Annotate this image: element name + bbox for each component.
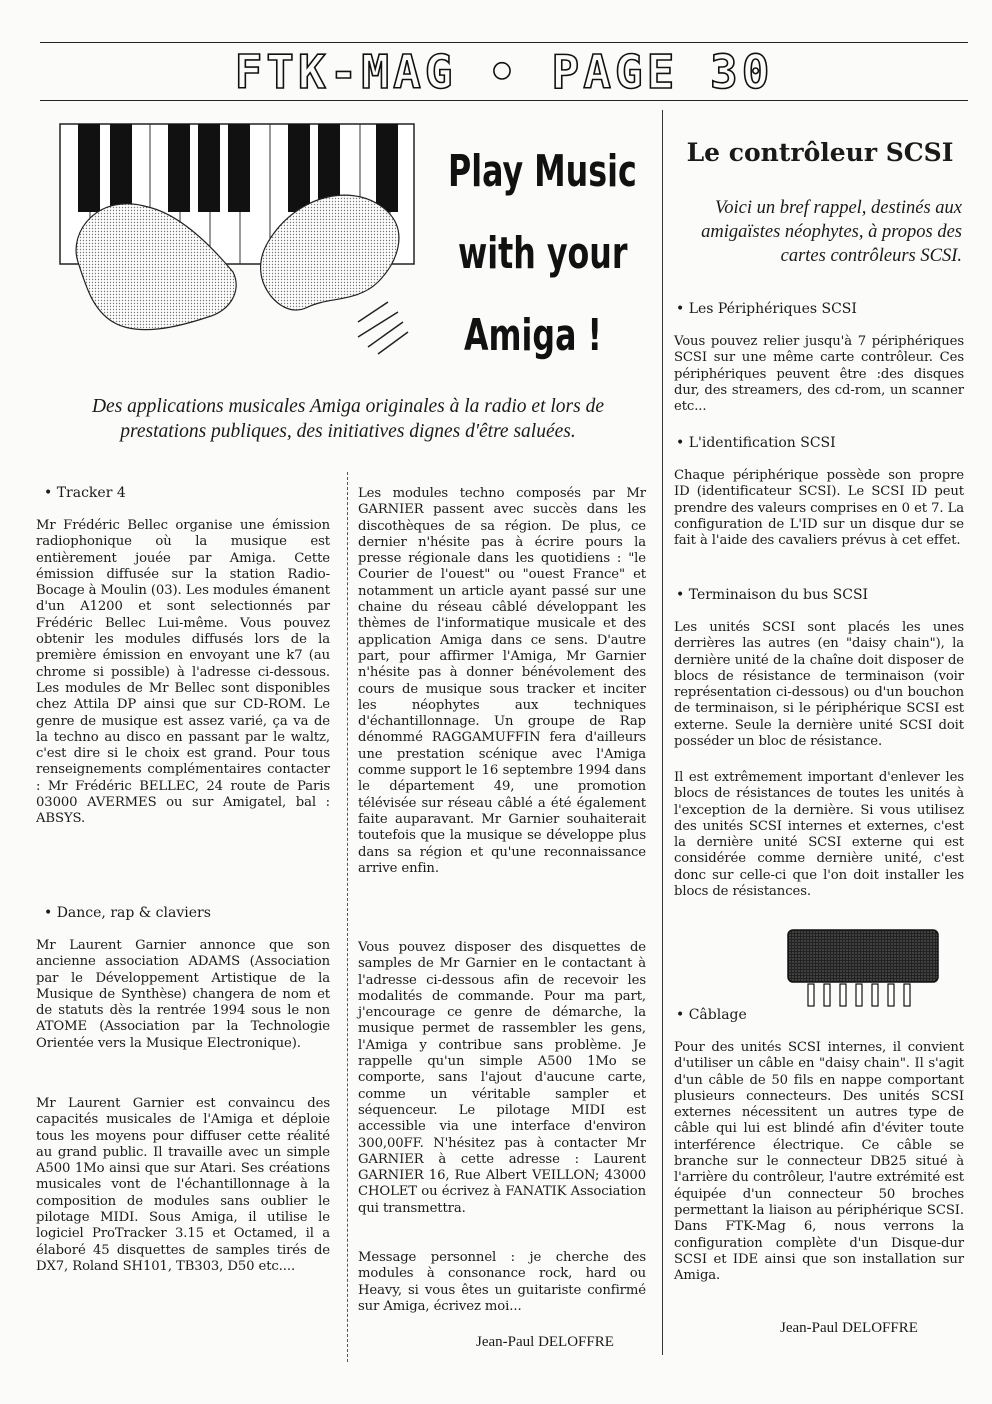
- section-heading-dance: • Dance, rap & claviers: [44, 905, 211, 921]
- hero-line-1: Play Music: [448, 146, 637, 197]
- scsi-title: Le contrôleur SCSI: [686, 138, 954, 167]
- resistor-block-illustration: [786, 928, 942, 1012]
- paragraph-col2-1: Les modules techno composés par Mr GARNIER passent avec succès dans les discothèques de sa région. De plus, ce dernier n'hésite pas à écrire pours la presse régionale dans les quotidiens : "le Courier de l'ouest" ou "ouest France" et notamment un article ayant passé sur une chaine du réseau câblé développant les thèmes de l'informatique musicale et des application Amiga dans ce sens. D'autre part, pour affirmer l'Amiga, Mr Garnier n'hésite pas à donner bénévolement des cours de musique sous tracker et inciter les néophytes aux techniques d'échantillonnage. Un groupe de Rap dénommé RAGGAMUFFIN fera d'ailleurs une prestation scénique avec l'Amiga comme support le 16 septembre 1994 dans le département 49, une promotion télévisée sur réseau câblé a été également faite auparavant. Mr Garnier souhaiterait toutefois que la musique se développe plus dans sa région et qu'une reconnaissance arrive enfin.: [358, 486, 646, 876]
- masthead-top-rule: [40, 42, 968, 43]
- section-heading-identification: • L'identification SCSI: [676, 435, 836, 451]
- signature-col2: Jean-Paul DELOFFRE: [476, 1334, 614, 1350]
- paragraph-col2-3: Message personnel : je cherche des modules à consonance rock, hard ou Heavy, si vous êtes un guitariste confirmé sur Amiga, écrivez moi...: [358, 1250, 646, 1314]
- section-heading-cablage: • Câblage: [676, 1007, 747, 1023]
- hero-line-2: with your: [458, 228, 628, 279]
- column-rule-1: [347, 472, 348, 1362]
- column-rule-2: [662, 110, 663, 1355]
- section-heading-peripheriques: • Les Périphériques SCSI: [676, 301, 857, 317]
- paragraph-cablage: Pour des unités SCSI internes, il convient d'utiliser un câble en "daisy chain". Il s'agit d'un câble de 50 fils en nappe comportant plusieurs connecteurs. Des unités SCSI externes nécessitent un autres type de câble qui lui est blindé afin d'éviter toute interférence électrique. Ce câble se branche sur le connecteur DB25 situé à l'arrière du contrôleur, l'autre extrémité est équipée d'un connecteur 50 broches permettant la liaison au périphérique SCSI. Dans FTK-Mag 6, nous verrons la configuration complète d'un Disque-dur SCSI et IDE ainsi que son installation sur Amiga.: [674, 1040, 964, 1284]
- paragraph-dance-2: Mr Laurent Garnier est convaincu des capacités musicales de l'Amiga et déploie tous les moyens pour diffuser cette réalité au grand public. Il travaille avec un simple A500 1Mo ainsi que sur Atari. Ses créations musicales vont de l'échantillonnage à la composition de modules sans oublier le pilotage MIDI. Sous Amiga, il utilise le logiciel ProTracker 3.15 et Octamed, il a élaboré 45 disquettes de samples tirés de DX7, Roland SH101, TB303, D50 etc....: [36, 1096, 330, 1274]
- section-heading-terminaison: • Terminaison du bus SCSI: [676, 587, 869, 603]
- piano-hands-illustration: [58, 122, 420, 384]
- paragraph-peripheriques: Vous pouvez relier jusqu'à 7 périphériques SCSI sur une même carte contrôleur. Ces périphériques peuvent être :des disques dur, des streamers, des cd-rom, un scanner etc...: [674, 334, 964, 415]
- signature-col3: Jean-Paul DELOFFRE: [780, 1320, 918, 1336]
- masthead-bottom-rule: [40, 100, 968, 101]
- paragraph-identification: Chaque périphérique possède son propre ID (identificateur SCSI). Le SCSI ID peut prendre des valeurs comprises en 0 et 7. La configuration de L'ID sur un disque dur se fait à l'aide des cavaliers prévus à cet effet.: [674, 468, 964, 549]
- paragraph-terminaison-1: Les unités SCSI sont placés les unes derrières las autres (en "daisy chain"), la dernière unité de la chaîne doit disposer de blocs de résistance de terminaison (voir représentation ci-dessous) ou d'un bouchon de terminaison, si le périphérique SCSI est externe. Seule la dernière unité SCSI doit posséder un bloc de résistance.: [674, 620, 964, 750]
- article-lead: Des applications musicales Amiga originales à la radio et lors de prestations publiques, des initiatives dignes d'être saluées.: [91, 396, 605, 442]
- section-heading-tracker: • Tracker 4: [44, 485, 126, 501]
- scsi-lead: Voici un bref rappel, destinés aux amigaïstes néophytes, à propos des cartes contrôleurs SCSI.: [701, 198, 962, 266]
- hero-line-3: Amiga !: [464, 310, 602, 361]
- paragraph-terminaison-2: Il est extrêmement important d'enlever les blocs de résistances de toutes les unités à l'exception de la dernière. Si vous utilisez des unités SCSI internes et externes, c'est la dernière unité SCSI externe qui est considérée comme dernière unité, c'est donc sur celle-ci que l'on doit installer les blocs de résistances.: [674, 770, 964, 900]
- paragraph-tracker: Mr Frédéric Bellec organise une émission radiophonique où la musique est entièrement jouée par Amiga. Cette émission diffusée sur la station Radio-Bocage à Moulin (03). Les modules émanent d'un A1200 et sont selectionnés par Frédéric Bellec Lui-même. Vous pouvez obtenir les modules diffusés lors de la première émission en envoyant une k7 (au chrome si possible) à l'adresse ci-dessous. Les modules de Mr Bellec sont disponibles chez Attila DP ainsi que sur CD-ROM. Le genre de musique est assez varié, ça va de la techno au disco en passant par le waltz, c'est dire si le choix est grand. Pour tous renseignements complémentaires contacter : Mr Frédéric BELLEC, 24 route de Paris 03000 AVERMES ou sur Amigatel, bal : ABSYS.: [36, 518, 330, 827]
- paragraph-col2-2: Vous pouvez disposer des disquettes de samples de Mr Garnier en le contactant à l'adresse ci-dessous afin de recevoir les modalités de commande. Pour ma part, j'encourage ce genre de démarche, la musique permet de rassembler les gens, l'Amiga y contribue sans problème. Je rappelle qu'un simple A500 1Mo se comporte, sans l'ajout d'aucune carte, comme un véritable sampler et séquenceur. Le pilotage MIDI est accessible via une interface d'environ 300,00FF. N'hésitez pas à contacter Mr GARNIER à cette adresse : Laurent GARNIER 16, Rue Albert VEILLON; 43000 CHOLET ou écrivez à FANATIK Association qui transmettra.: [358, 940, 646, 1216]
- masthead-title: FTK-MAG • PAGE 30: [234, 45, 774, 99]
- paragraph-dance-1: Mr Laurent Garnier annonce que son ancienne association ADAMS (Association par le Développement Artistique de la Musique de Synthèse) changera de nom et de statuts dès la rentrée 1994 sous le non ATOME (Association par la Technologie Orientée vers la Musique Electronique).: [36, 938, 330, 1051]
